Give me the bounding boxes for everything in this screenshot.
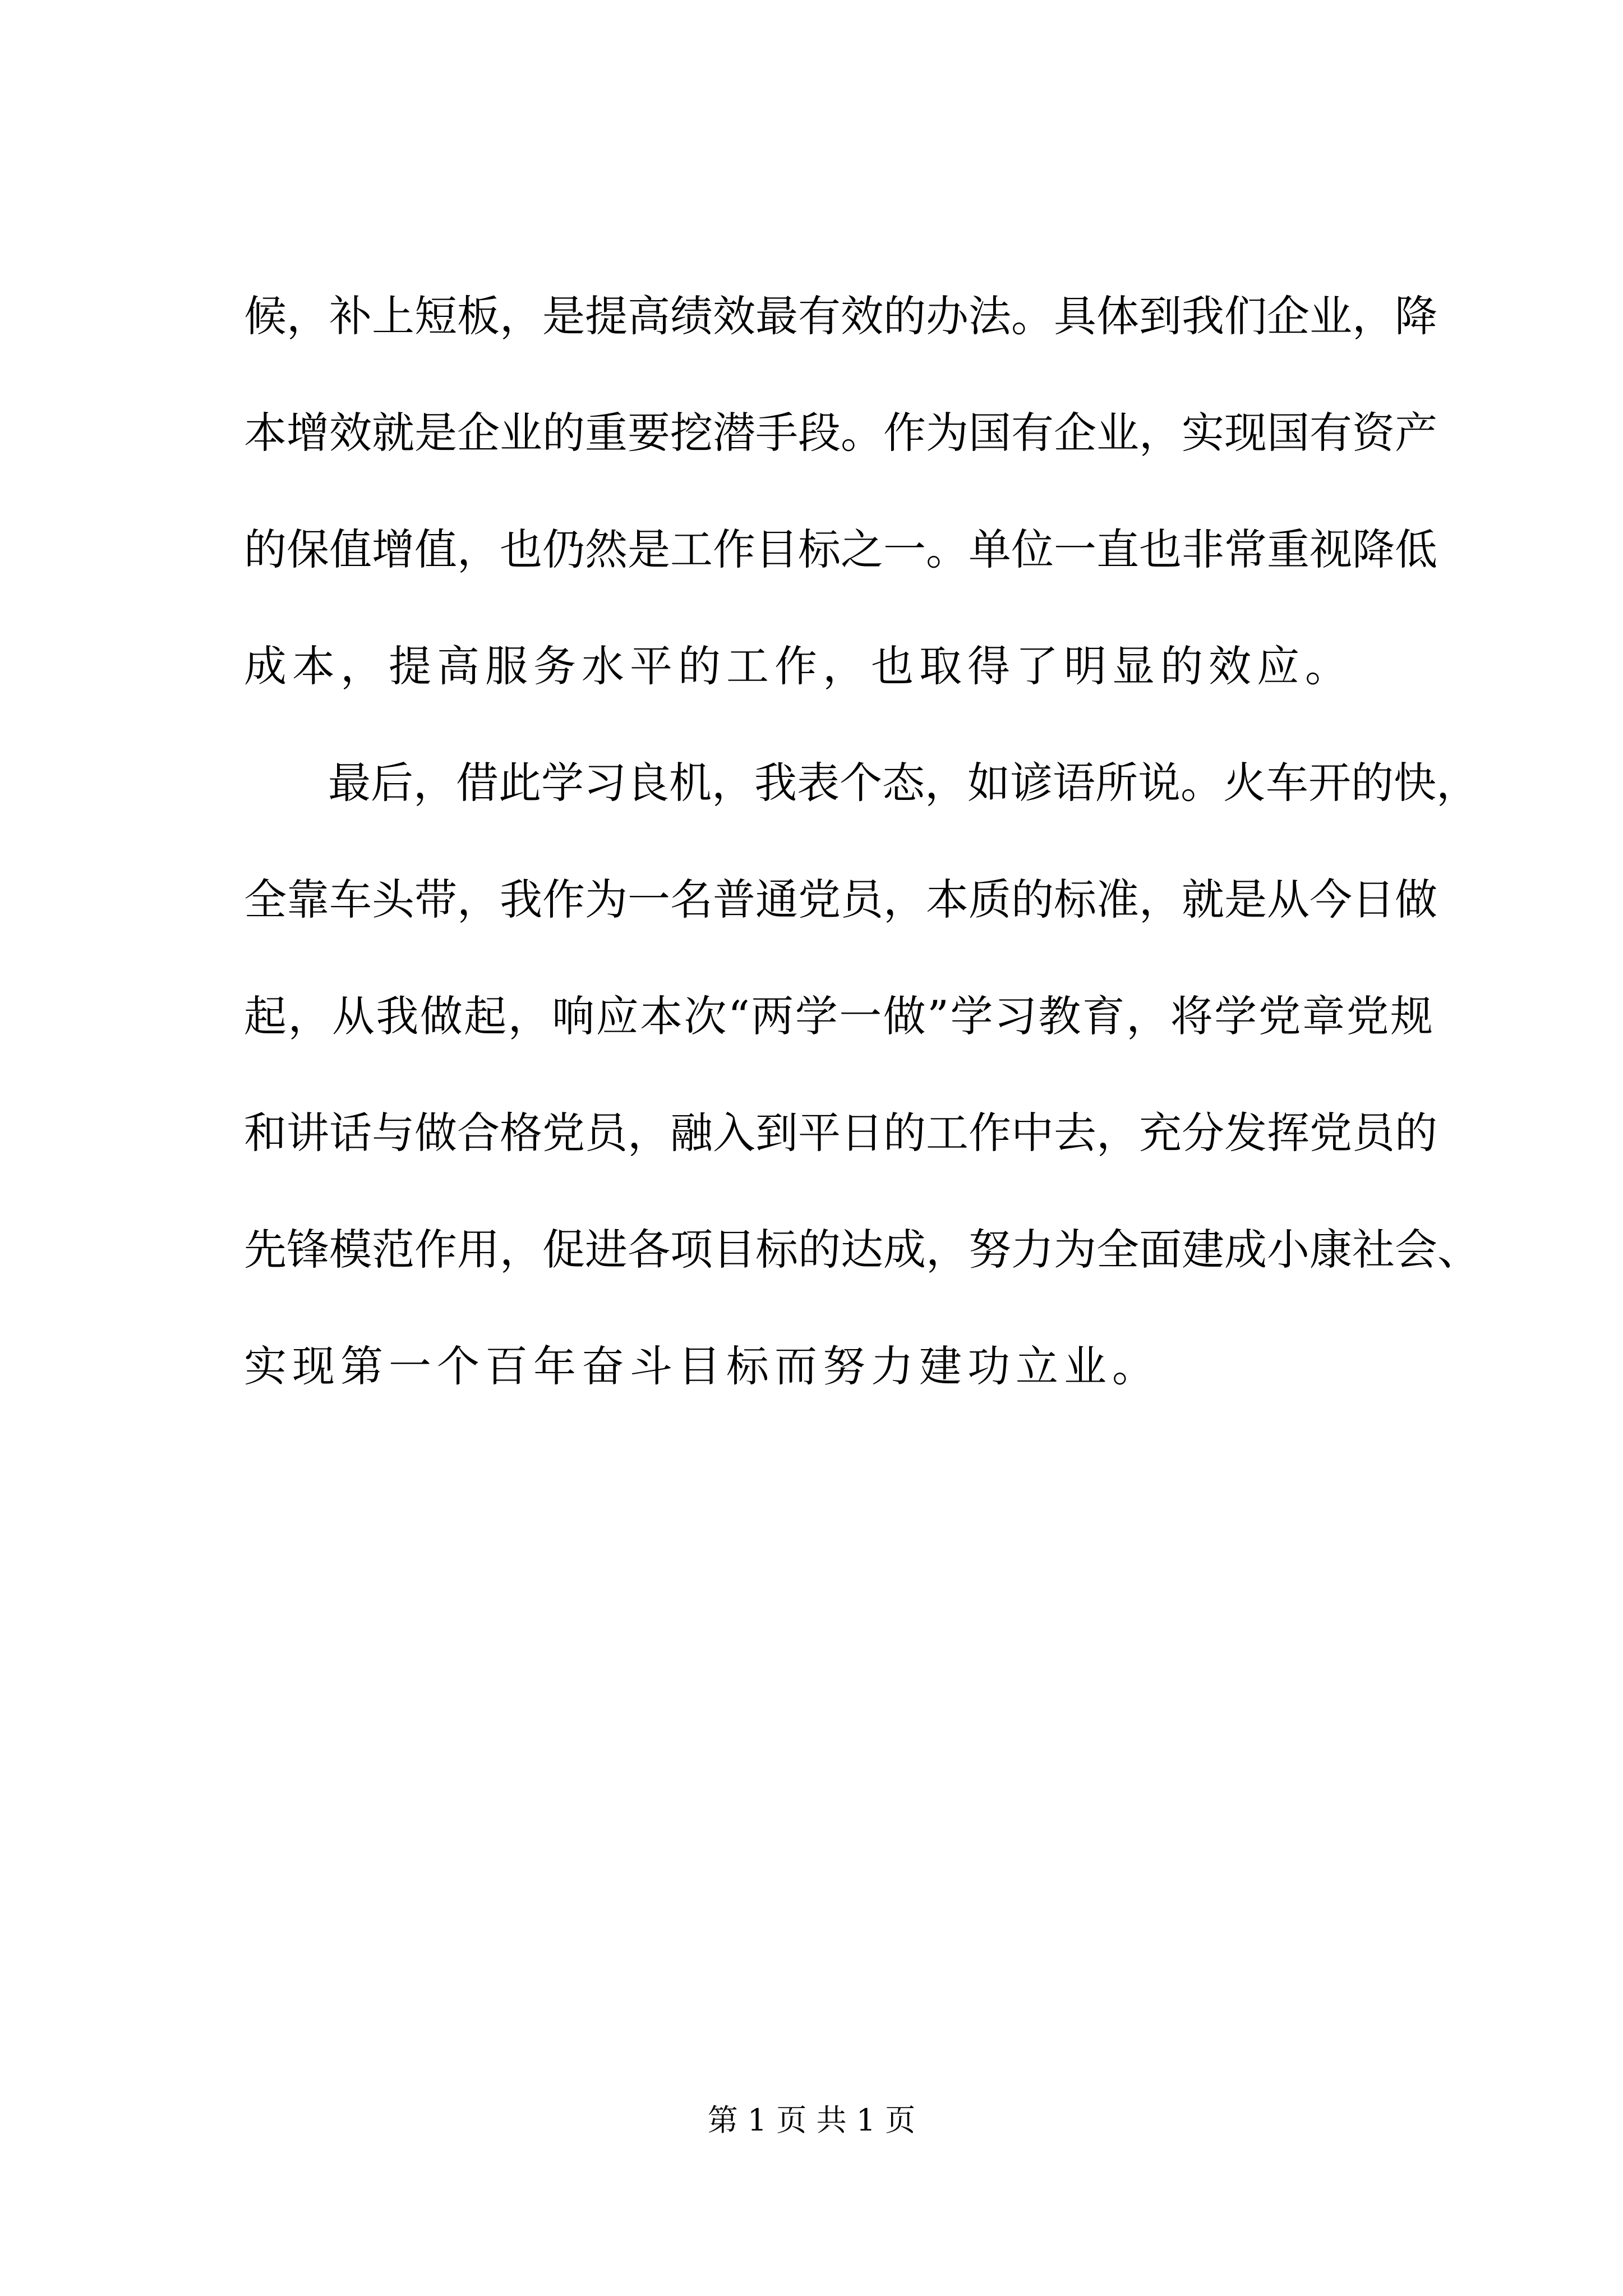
text-line: 先锋模范作用，促进各项目标的达成，努力为全面建成小康社会、 [244,1225,1480,1274]
text-line: 成本，提高服务水平的工作，也取得了明显的效应。 [244,641,1353,691]
text-line: 起，从我做起，响应本次“两学一做”学习教育，将学党章党规 [244,991,1433,1041]
page-footer: 第 1 页 共 1 页 [707,2102,916,2138]
text-line: 实现第一个百年奋斗目标而努力建功立业。 [244,1341,1160,1391]
text-line: 和讲话与做合格党员，融入到平日的工作中去，充分发挥党员的 [244,1108,1437,1158]
text-line: 本增效就是企业的重要挖潜手段。作为国有企业，实现国有资产 [244,408,1437,458]
text-line: 候，补上短板，是提高绩效最有效的办法。具体到我们企业，降 [244,291,1437,341]
paragraph [244,258,1437,725]
text-line: 的保值增值，也仍然是工作目标之一。单位一直也非常重视降低 [244,524,1437,574]
paragraph [244,725,1480,1425]
text-line: 全靠车头带，我作为一名普通党员，本质的标准，就是从今日做 [244,875,1437,924]
document-body [244,258,1480,1425]
text-line: 最后，借此学习良机，我表个态，如谚语所说。火车开的快， [328,758,1479,808]
